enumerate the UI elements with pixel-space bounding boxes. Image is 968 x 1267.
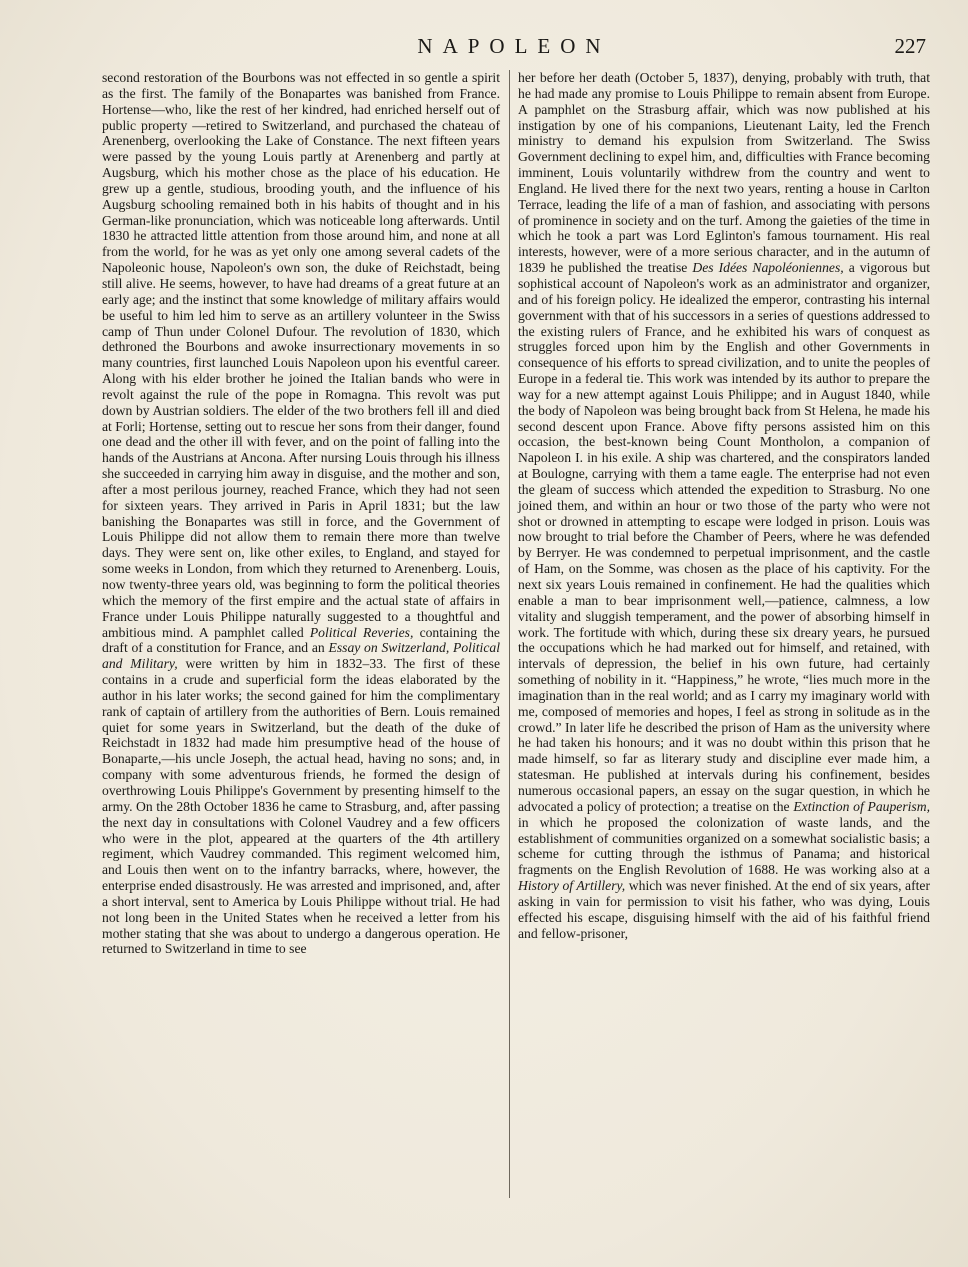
running-head: [100, 34, 928, 60]
work-title-idees-napoleoniennes: Des Idées Napoléoniennes,: [692, 260, 844, 276]
work-title-extinction-pauperism: Extinction of Pauperism,: [793, 798, 930, 814]
right-text-3: in which he proposed the colonization of waste lands, and the establishment of communities organized on a somewhat socialistic basis; a scheme for cutting through the isthmus of Panama; and historical fragments on the English Revolution of 1688. He was working also at a: [518, 814, 930, 878]
work-title-history-artillery: History of Artillery,: [518, 878, 626, 894]
right-text-4: which was never finished. At the end of six years, after asking in vain for permission to visit his father, who was dying, Louis effected his escape, disguising himself with the aid of his faithful friend and fellow-prisoner,: [518, 878, 930, 941]
left-text-3: were written by him in 1832–33. The first of these contains in a crude and superficial form the ideas elaborated by the author in his later works; the second gained for him the complimentary rank of captain of artillery from the authorities of Bern. Louis remained quiet for some years in Switzerland, but the death of the duke of Reichstadt in 1832 had made him presumptive head of the house of Bonaparte,—his uncle Joseph, the actual head, having no sons; and, in company with some adventurous friends, he formed the design of overthrowing Louis Philippe's Government by presenting himself to the army. On the 28th October 1836 he came to Strasburg, and, after passing the next day in consultations with Colonel Vaudrey and a few officers who were in the plot, appeared at the quarters of the 4th artillery regiment, which Vaudrey commanded. This regiment welcomed him, and Louis then went on to the infantry barracks, where, however, the enterprise ended disastrously. He was arrested and imprisoned, and, after a short interval, sent to America by Louis Philippe without trial. He had not long been in the United States when he received a letter from his mother stating that she was about to undergo a dangerous operation. He returned to Switzerland in time to see: [102, 656, 500, 957]
left-text-2: containing the draft of a constitution for France, and an: [102, 624, 500, 656]
right-column: [518, 70, 930, 941]
right-paragraph: [518, 70, 930, 941]
left-column: [102, 70, 500, 957]
page-title: NAPOLEON: [417, 34, 611, 58]
right-text-2: a vigorous but sophistical account of Napoleon's work as an administrator and organizer, and of his foreign policy. He idealized the emperor, contrasting his internal government with that of his successors in a series of questions addressed to the existing rulers of France, and he exhibited his wars of conquest as struggles forced upon him by the English and other Governments in consequence of his efforts to spread civilization, and to unite the peoples of Europe in a federal tie. This work was intended by its author to prepare the way for a new attempt against Louis Philippe; and in August 1840, while the body of Napoleon was being brought back from St Helena, he made his second descent upon France. Above fifty persons assisted him on this occasion, the best-known being Count Montholon, a companion of Napoleon I. in his exile. A ship was chartered, and the conspirators landed at Boulogne, carrying with them a tame eagle. The enterprise had not even the gleam of success which attended the expedition to Strasburg. No one joined them, and within an hour or two those of the party who were not shot or drowned in attempting to escape were lodged in prison. Louis was now brought to trial before the Chamber of Peers, where he was defended by Berryer. He was condemned to perpetual imprisonment, and the castle of Ham, on the Somme, was chosen as the place of his captivity. For the next six years Louis remained in confinement. He had the qualities which enable a man to bear imprisonment well,—patience, calmness, a low vitality and sluggish temperament, and the power of absorbing himself in work. The fortitude with which, during these six dreary years, he pursued the occupations which he had marked out for himself, and retained, with intervals of depression, the belief in his own future, had certainly something of nobility in it. “Happiness,” he wrote, “lies much more in the imagination than in the real world; and as I carry my imaginary world with me, composed of memories and hopes, I feel as strong in solitude as in the crowd.” In later life he described the prison of Ham as the university where he had taken his honours; and it was no doubt within this prison that he made himself, so far as literary study and discipline ever made him, a statesman. He published at intervals during his confinement, besides numerous occasional papers, an essay on the sugar question, in which he advocated a policy of protection; a treatise on the: [518, 260, 930, 814]
page-number: 227: [894, 34, 926, 58]
left-paragraph: [102, 70, 500, 957]
work-title-political-reveries: Political Reveries,: [309, 624, 414, 640]
work-title-essay-switzerland: Essay on Switzerland, Political and Military,: [102, 640, 500, 672]
right-text-1: her before her death (October 5, 1837), denying, probably with truth, that he had made any promise to Louis Philippe to remain absent from Europe. A pamphlet on the Strasburg affair, which was now published at his instigation by one of his companions, Lieutenant Laity, led the French ministry to demand his expulsion from Switzerland. The Swiss Government declining to expel him, and, difficulties with France becoming imminent, Louis voluntarily withdrew from the country and went to England. He lived there for the next two years, renting a house in Carlton Terrace, leading the life of a man of fashion, and associating with persons of prominence in society and on the turf. Among the gaieties of the time in which he took a part was Lord Eglinton's famous tournament. His real interests, however, were of a more serious character, and in the autumn of 1839 he published the treatise: [518, 70, 930, 276]
left-text-1: second restoration of the Bourbons was not effected in so gentle a spirit as the first. The family of the Bonapartes was banished from France. Hortense—who, like the rest of her kindred, had enriched herself out of public property —retired to Switzerland, and purchased the chateau of Arenenberg, overlooking the Lake of Constance. The next fifteen years were passed by the young Louis partly at Arenenberg and partly at Augsburg, which his mother chose as the place of his education. He grew up a gentle, studious, brooding youth, and the influence of his Augsburg schooling remained both in his habits of thought and in his German-like pronunciation, which was noticeable long afterwards. Until 1830 he attracted little attention from those around him, and none at all from the world, for he was as yet only one among several cadets of the Napoleonic house, Napoleon's own son, the duke of Reichstadt, being still alive. He seems, however, to have had dreams of a great future at an early age; and the instinct that some knowledge of military affairs would be useful to him led him to serve as an artillery volunteer in the Swiss camp of Thun under Colonel Dufour. The revolution of 1830, which dethroned the Bourbons and awoke insurrectionary movements in so many countries, first launched Louis Napoleon upon his eventful career. Along with his elder brother he joined the Italian bands who were in revolt against the rule of the pope in Romagna. This revolt was put down by Austrian soldiers. The elder of the two brothers fell ill and died at Forli; Hortense, setting out to rescue her sons from their danger, found one dead and the other ill with fever, and on the point of falling into the hands of the Austrians at Ancona. After nursing Louis through his illness she succeeded in carrying him away in disguise, and the mother and son, after a most perilous journey, reached France, which they had not seen for sixteen years. They arrived in Paris in April 1831; but the law banishing the Bonapartes was still in force, and the Government of Louis Philippe did not allow them to remain there more than twelve days. They were sent on, like other exiles, to England, and stayed for some weeks in London, from which they returned to Arenenberg. Louis, now twenty-three years old, was beginning to form the political theories which the memory of the first empire and the actual state of affairs in France under Louis Philippe naturally suggested to a thoughtful and ambitious mind. A pamphlet called: [102, 70, 500, 640]
column-divider: [509, 70, 510, 1198]
